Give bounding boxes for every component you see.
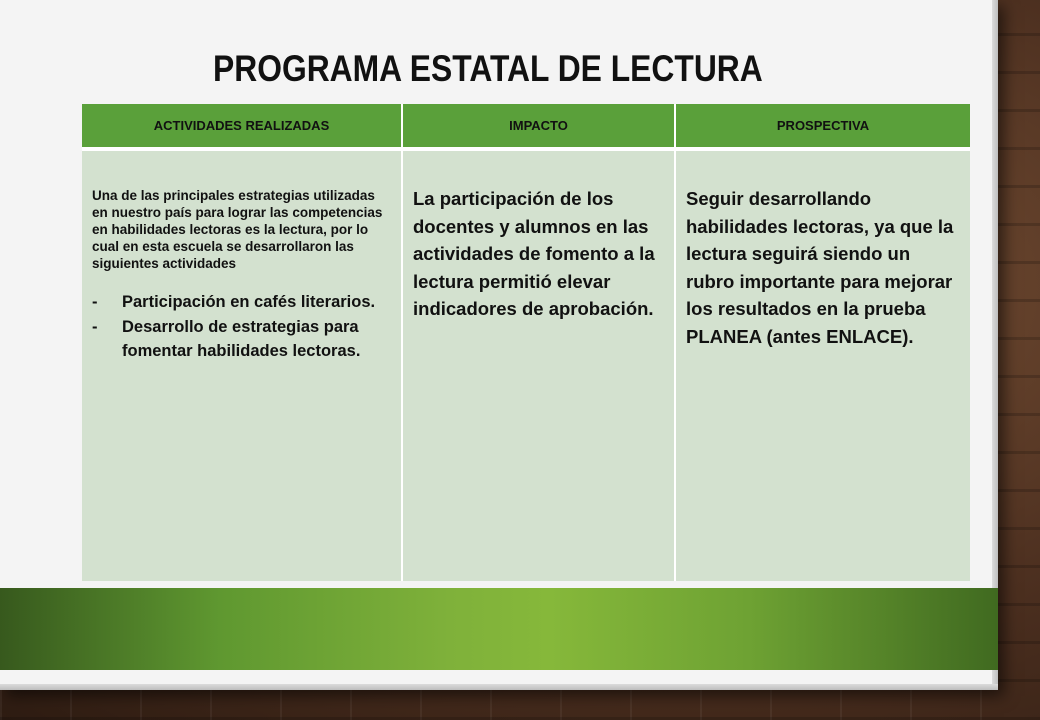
table-header-row [82, 104, 970, 149]
bullet-dash: - [92, 318, 98, 336]
program-table [82, 104, 970, 581]
activities-intro: Una de las principales estrategias utilizadas en nuestro país para lograr las competencias en habilidades lectoras es la lectura, por lo cual en esta escuela se desarrollaron las siguientes actividades [92, 188, 383, 271]
cell-prospectiva [675, 149, 970, 581]
decorative-green-band [0, 588, 998, 670]
header-actividades: ACTIVIDADES REALIZADAS [82, 104, 402, 149]
list-item [92, 290, 389, 314]
slide-edge-right [992, 0, 998, 690]
cell-impacto [402, 149, 675, 581]
header-impacto: IMPACTO [402, 104, 675, 149]
cell-actividades [82, 149, 402, 581]
prospective-text: Seguir desarrollando habilidades lectoras, ya que la lectura seguirá siendo un rubro importante para mejorar los resultados en la prueba PLANEA (antes ENLACE). [686, 188, 954, 347]
activity-item-text: Desarrollo de estrategias para fomentar habilidades lectoras. [122, 318, 361, 360]
activities-list [92, 290, 389, 363]
impact-text: La participación de los docentes y alumnos en las actividades de fomento a la lectura permitió elevar indicadores de aprobación. [413, 188, 655, 319]
table-row [82, 149, 970, 581]
list-item [92, 315, 389, 363]
bullet-dash: - [92, 293, 98, 311]
activity-item-text: Participación en cafés literarios. [122, 293, 376, 311]
slide-title: PROGRAMA ESTATAL DE LECTURA [213, 48, 763, 89]
header-prospectiva: PROSPECTIVA [675, 104, 970, 149]
slide-edge-bottom [0, 684, 998, 690]
